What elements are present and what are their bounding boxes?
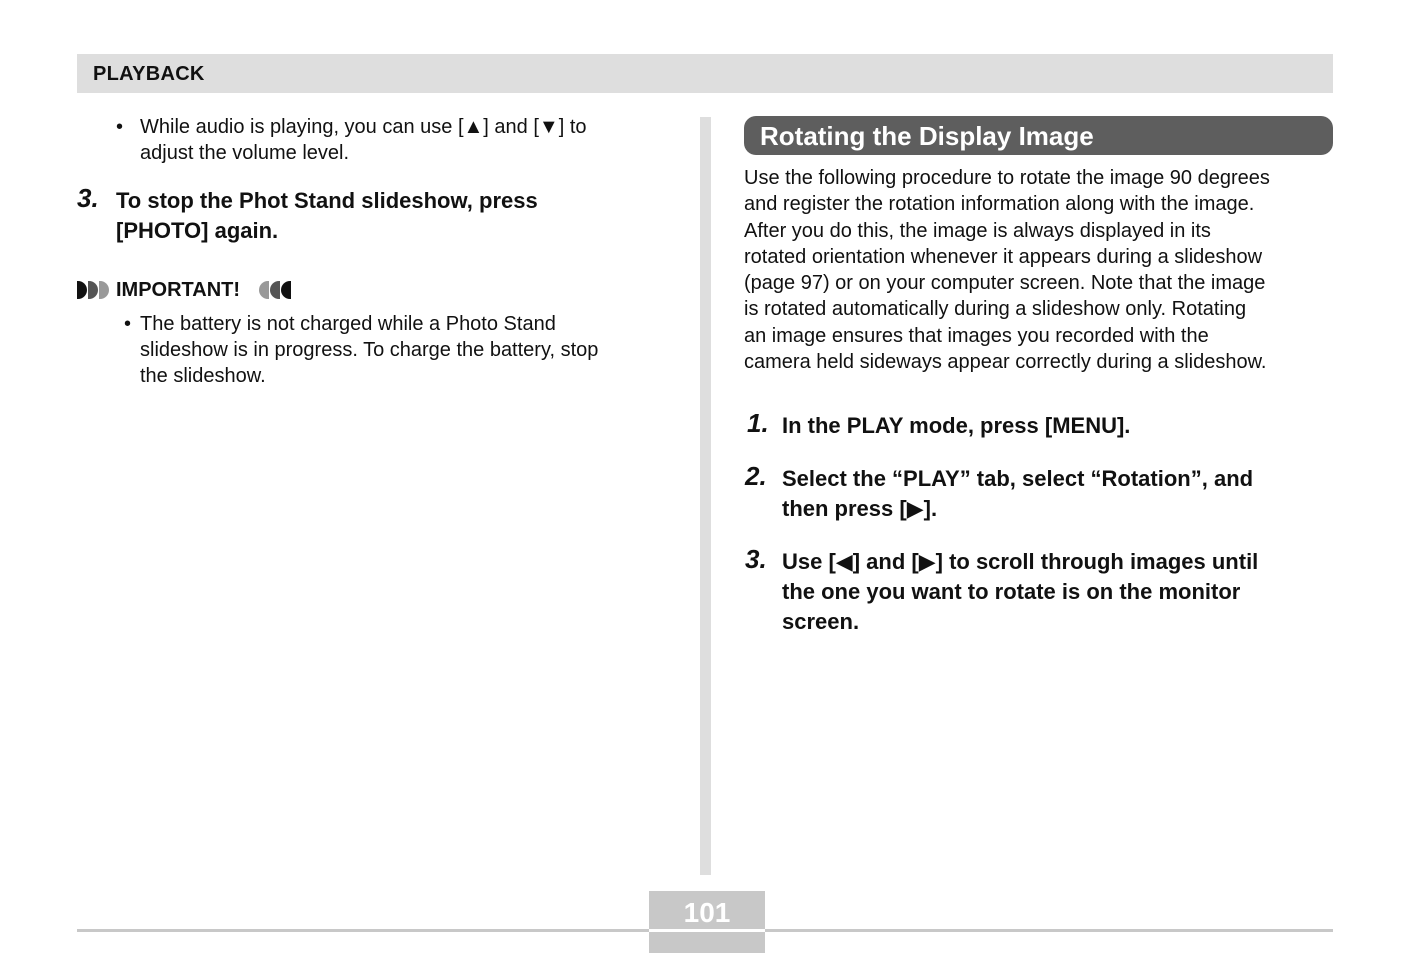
bullet-marker: • (124, 313, 132, 335)
step-number: 3. (77, 183, 99, 213)
paragraph-line: is rotated automatically during a slideshow only. Rotating (744, 298, 1247, 321)
right-step-3 (744, 544, 1334, 637)
step-text-line: To stop the Phot Stand slideshow, press (116, 188, 538, 213)
step-text-line: [PHOTO] again. (116, 218, 279, 243)
bullet-text-line: adjust the volume level. (140, 142, 350, 164)
step-number: 3. (745, 544, 767, 575)
bullet-text-line: The battery is not charged while a Photo Stand (140, 313, 556, 335)
section-title-bar (744, 116, 1333, 155)
important-bullet (77, 311, 677, 389)
page-number-box (649, 891, 765, 953)
step-text-line: Select the “PLAY” tab, select “Rotation”, and (782, 466, 1254, 492)
header-bar (77, 54, 1333, 93)
step-text-line: then press [▶]. (782, 496, 938, 522)
important-label: IMPORTANT! (116, 279, 241, 301)
bullet-text-line: the slideshow. (140, 365, 266, 387)
page-number-separator (649, 929, 765, 932)
right-step-2 (744, 461, 1334, 524)
important-left-arrows-icon (77, 281, 109, 299)
step-number: 1. (747, 408, 769, 439)
bullet-text-line: slideshow is in progress. To charge the battery, stop (140, 339, 599, 361)
step-text-line: Use [◀] and [▶] to scroll through images until (782, 549, 1259, 575)
column-divider (700, 117, 711, 875)
important-heading (77, 278, 677, 302)
step-text-line: screen. (782, 609, 860, 635)
paragraph-line: (page 97) or on your computer screen. Note that the image (744, 272, 1266, 295)
left-column (77, 112, 677, 389)
volume-bullet (77, 114, 677, 166)
right-step-1 (744, 408, 1334, 441)
paragraph-line: an image ensures that images you recorded with the (744, 324, 1209, 347)
paragraph-line: After you do this, the image is always displayed in its (744, 219, 1211, 242)
left-step-3 (77, 183, 677, 246)
step-text-line: In the PLAY mode, press [MENU]. (782, 413, 1131, 439)
right-column (744, 116, 1334, 637)
page-number: 101 (683, 897, 731, 928)
section-header-title: PLAYBACK (93, 63, 205, 85)
paragraph-line: camera held sideways appear correctly during a slideshow. (744, 351, 1267, 374)
paragraph-line: Use the following procedure to rotate the image 90 degrees (744, 167, 1270, 189)
bullet-marker: • (116, 116, 124, 138)
section-title: Rotating the Display Image (760, 121, 1094, 151)
step-text-line: the one you want to rotate is on the monitor (782, 579, 1241, 605)
step-number: 2. (745, 461, 767, 492)
important-right-arrows-icon (259, 281, 291, 299)
paragraph-line: and register the rotation information along with the image. (744, 193, 1255, 216)
bullet-text-line: While audio is playing, you can use [▲] and [▼] to (140, 116, 587, 138)
intro-paragraph (744, 165, 1334, 375)
paragraph-line: rotated orientation whenever it appears during a slideshow (744, 245, 1263, 268)
